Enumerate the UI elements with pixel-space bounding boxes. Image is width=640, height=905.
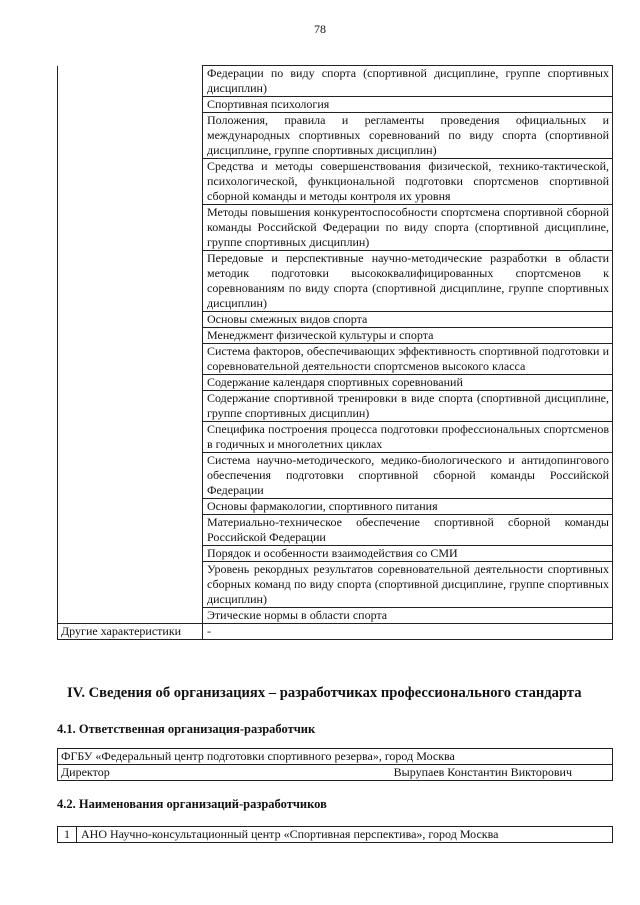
requirement-item: Положения, правила и регламенты проведения официальных и международных спортивных соревнований по виду спорта (спортивной дисциплине, группе спортивных дисциплин) xyxy=(203,113,613,159)
label-cell xyxy=(58,453,203,499)
label-cell xyxy=(58,375,203,391)
requirement-row xyxy=(58,344,613,375)
subsection-heading-developers: 4.2. Наименования организаций-разработчиков xyxy=(57,797,327,811)
requirement-item: Передовые и перспективные научно-методические разработки в области методик подготовки высококвалифицированных спортсменов к соревнованиям по виду спорта (спортивной дисциплине, группе спортивных дисциплин) xyxy=(203,251,613,312)
requirement-item: Материально-техническое обеспечение спортивной сборной команды Российской Федерации xyxy=(203,515,613,546)
label-cell xyxy=(58,344,203,375)
director-label: Директор xyxy=(58,765,169,781)
label-cell xyxy=(58,251,203,312)
requirement-row xyxy=(58,205,613,251)
subsection-heading-responsible: 4.1. Ответственная организация-разработчик xyxy=(57,722,316,736)
developers-table xyxy=(57,826,613,843)
requirement-row xyxy=(58,608,613,624)
section-heading: IV. Сведения об организациях – разработчиках профессионального стандарта xyxy=(67,685,582,701)
requirement-item: Методы повышения конкурентоспособности спортсмена спортивной сборной команды Российской Федерации по виду спорта (спортивной дисциплине, группе спортивных дисциплин) xyxy=(203,205,613,251)
requirement-item: Система факторов, обеспечивающих эффективность спортивной подготовки и соревновательной деятельности спортсменов высокого класса xyxy=(203,344,613,375)
developer-number: 1 xyxy=(58,827,77,843)
requirement-item: Спортивная психология xyxy=(203,97,613,113)
label-cell xyxy=(58,515,203,546)
requirement-row xyxy=(58,113,613,159)
label-cell xyxy=(58,328,203,344)
requirement-item: Средства и методы совершенствования физической, технико-тактической, психологической, функциональной подготовки спортсменов спортивной сборной команды и методы контроля их уровня xyxy=(203,159,613,205)
label-cell xyxy=(58,66,203,97)
org-name: ФГБУ «Федеральный центр подготовки спортивного резерва», город Москва xyxy=(58,749,613,765)
responsible-org-table xyxy=(57,748,613,781)
label-cell xyxy=(58,391,203,422)
label-cell xyxy=(58,499,203,515)
requirement-row xyxy=(58,312,613,328)
label-cell xyxy=(58,546,203,562)
label-cell xyxy=(58,113,203,159)
requirement-row xyxy=(58,453,613,499)
page-number: 78 xyxy=(314,22,326,36)
label-cell xyxy=(58,422,203,453)
requirement-item: Порядок и особенности взаимодействия со СМИ xyxy=(203,546,613,562)
label-cell xyxy=(58,312,203,328)
director-name: Вырупаев Константин Викторович xyxy=(168,765,612,781)
requirement-item: Основы фармакологии, спортивного питания xyxy=(203,499,613,515)
requirement-row xyxy=(58,515,613,546)
requirement-item: Менеджмент физической культуры и спорта xyxy=(203,328,613,344)
developer-name: АНО Научно-консультационный центр «Спортивная перспектива», город Москва xyxy=(77,827,613,843)
other-characteristics-label: Другие характеристики xyxy=(58,624,203,640)
requirement-item: Система научно-методического, медико-биологического и антидопингового обеспечения подготовки спортивной сборной команды Российской Федерации xyxy=(203,453,613,499)
requirement-row xyxy=(58,328,613,344)
requirement-row xyxy=(58,159,613,205)
requirement-item: Содержание спортивной тренировки в виде спорта (спортивной дисциплине, группе спортивных дисциплин) xyxy=(203,391,613,422)
requirement-row xyxy=(58,562,613,608)
other-characteristics-row xyxy=(58,624,613,640)
requirement-row xyxy=(58,391,613,422)
requirement-row xyxy=(58,422,613,453)
other-characteristics-value: - xyxy=(203,624,613,640)
requirement-item: Федерации по виду спорта (спортивной дисциплине, группе спортивных дисциплин) xyxy=(203,66,613,97)
requirement-row xyxy=(58,66,613,97)
requirement-item: Основы смежных видов спорта xyxy=(203,312,613,328)
developer-row xyxy=(58,827,613,843)
requirement-item: Уровень рекордных результатов соревновательной деятельности спортивных сборных команд по виду спорта (спортивной дисциплине, группе спортивных дисциплин) xyxy=(203,562,613,608)
requirement-item: Этические нормы в области спорта xyxy=(203,608,613,624)
requirements-table xyxy=(57,65,613,640)
requirement-item: Содержание календаря спортивных соревнований xyxy=(203,375,613,391)
label-cell xyxy=(58,159,203,205)
requirement-row xyxy=(58,97,613,113)
requirement-row xyxy=(58,546,613,562)
requirement-row xyxy=(58,375,613,391)
label-cell xyxy=(58,97,203,113)
requirement-row xyxy=(58,251,613,312)
label-cell xyxy=(58,205,203,251)
requirement-item: Специфика построения процесса подготовки профессиональных спортсменов в годичных и многолетних циклах xyxy=(203,422,613,453)
requirement-row xyxy=(58,499,613,515)
label-cell xyxy=(58,562,203,608)
label-cell xyxy=(58,608,203,624)
